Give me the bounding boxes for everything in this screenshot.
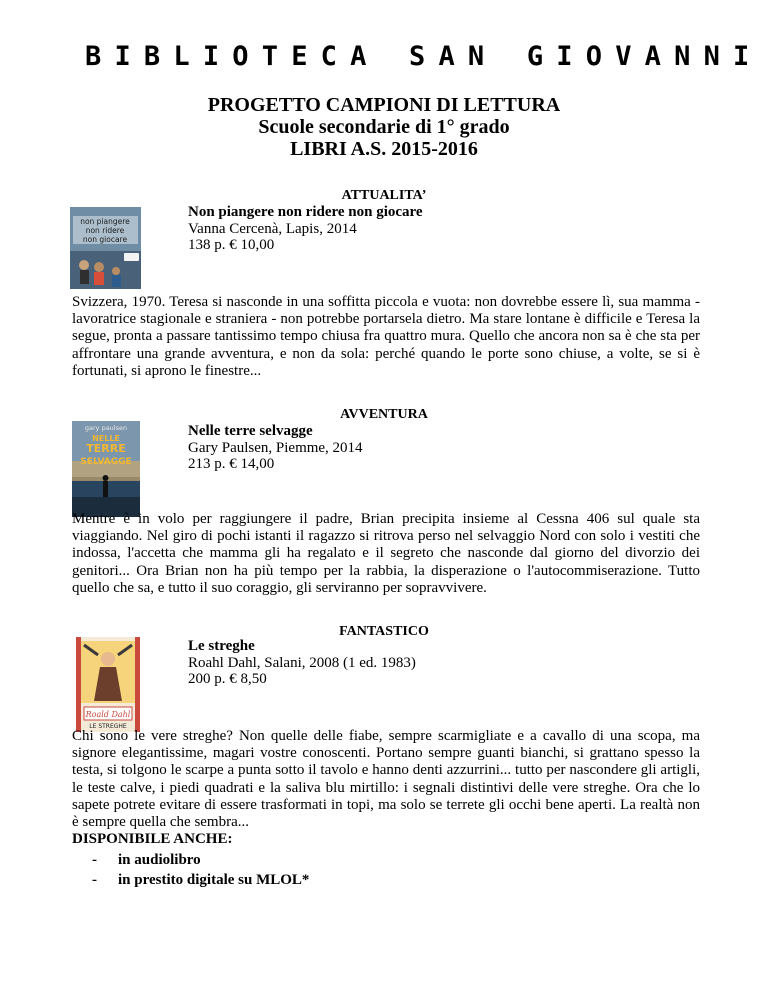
cover-line: LE STREGHE: [89, 723, 127, 730]
book-pages-price: 200 p. € 8,50: [188, 671, 267, 687]
list-dash: -: [92, 852, 97, 868]
book-description: Mentre è in volo per raggiungere il padre, Brian precipita insieme al Cessna 406 sul quale sta viaggiando. Nel giro di pochi istanti il ragazzo si ritrova perso nel selvaggio Nord con solo i vestiti che indossa, l'accetta che mamma gli ha regalato e il segreto che nasconde dal giorno del divorzio dei genitori... Ora Brian non ha più tempo per la rabbia, la disperazione o l'autocommiserazione. Tutto quello che sa, e tutto il suo coraggio, gli serviranno per sopravvivere.: [72, 511, 700, 596]
book-pages-price: 138 p. € 10,00: [188, 237, 275, 253]
book-pages-price: 213 p. € 14,00: [188, 456, 275, 472]
list-dash: -: [92, 872, 97, 888]
cover-line: gary paulsen: [84, 424, 128, 432]
book-description: Svizzera, 1970. Teresa si nasconde in una soffitta piccola e vuota: non dovrebbe essere lì, sua mamma - lavoratrice stagionale e straniera - non potrebbe portarsela dietro. Ma stare lontane è difficile e Teresa la segue, pronta a passare tantissimo tempo chiusa fra quattro mura. Quello che ancora non sa è che sta per affrontare una grande avventura, e non da sola: perché quando le porte sono chiuse, a volte, se si è fortunati, si aprono le finestre...: [72, 294, 700, 379]
list-item: [92, 850, 309, 870]
cover-line: Roald Dahl: [85, 710, 131, 719]
book-cover-image: [76, 637, 140, 732]
category-heading: ATTUALITA’: [341, 188, 427, 203]
list-item-text: in audiolibro: [118, 852, 201, 868]
cover-line: TERRE: [86, 442, 126, 455]
category-heading: FANTASTICO: [339, 624, 429, 639]
category-heading: AVVENTURA: [340, 407, 428, 422]
book-author-publisher: Roahl Dahl, Salani, 2008 (1 ed. 1983): [188, 654, 416, 671]
library-name: BIBLIOTECA SAN GIOVANNI: [85, 41, 763, 72]
cover-line: non giocare: [82, 235, 128, 244]
cover-line: non piangere: [80, 217, 130, 226]
list-item: [92, 870, 309, 890]
list-item-text: in prestito digitale su MLOL*: [118, 872, 310, 888]
cover-line: SELVAGGE: [80, 457, 132, 467]
project-title: PROGETTO CAMPIONI DI LETTURA: [207, 94, 561, 116]
also-available-title: DISPONIBILE ANCHE:: [72, 831, 233, 847]
cover-line: non ridere: [85, 226, 125, 235]
book-title: Le streghe: [188, 638, 255, 654]
book-description: Chi sono le vere streghe? Non quelle delle fiabe, sempre scarmigliate e a cavallo di una scopa, ma signore elegantissime, magari vostre conoscenti. Portano sempre guanti bianchi, si grattano spesso la testa, si tolgono le scarpe a punta sotto il tavolo e hanno denti azzurrini... tutto per nascondere gli artigli, le teste calve, i piedi quadrati e la saliva blu mirtillo: i segnali distintivi delle vere streghe. Ora che lo sapete potrete evitare di essere trasformati in topi, ma solo se terrete gli occhi bene aperti. La realtà non è sempre quella che sembra...: [72, 728, 700, 831]
book-cover-image: [70, 207, 141, 289]
book-title: Non piangere non ridere non giocare: [188, 204, 423, 220]
book-cover-image: [72, 421, 140, 517]
book-author-publisher: Gary Paulsen, Piemme, 2014: [188, 439, 363, 456]
school-year: LIBRI A.S. 2015-2016: [290, 138, 478, 160]
book-author-publisher: Vanna Cercenà, Lapis, 2014: [188, 220, 357, 237]
school-level: Scuole secondarie di 1° grado: [258, 116, 510, 138]
cover-line: NELLE: [92, 434, 120, 443]
also-available-list: [92, 850, 309, 890]
book-title: Nelle terre selvagge: [188, 423, 313, 439]
